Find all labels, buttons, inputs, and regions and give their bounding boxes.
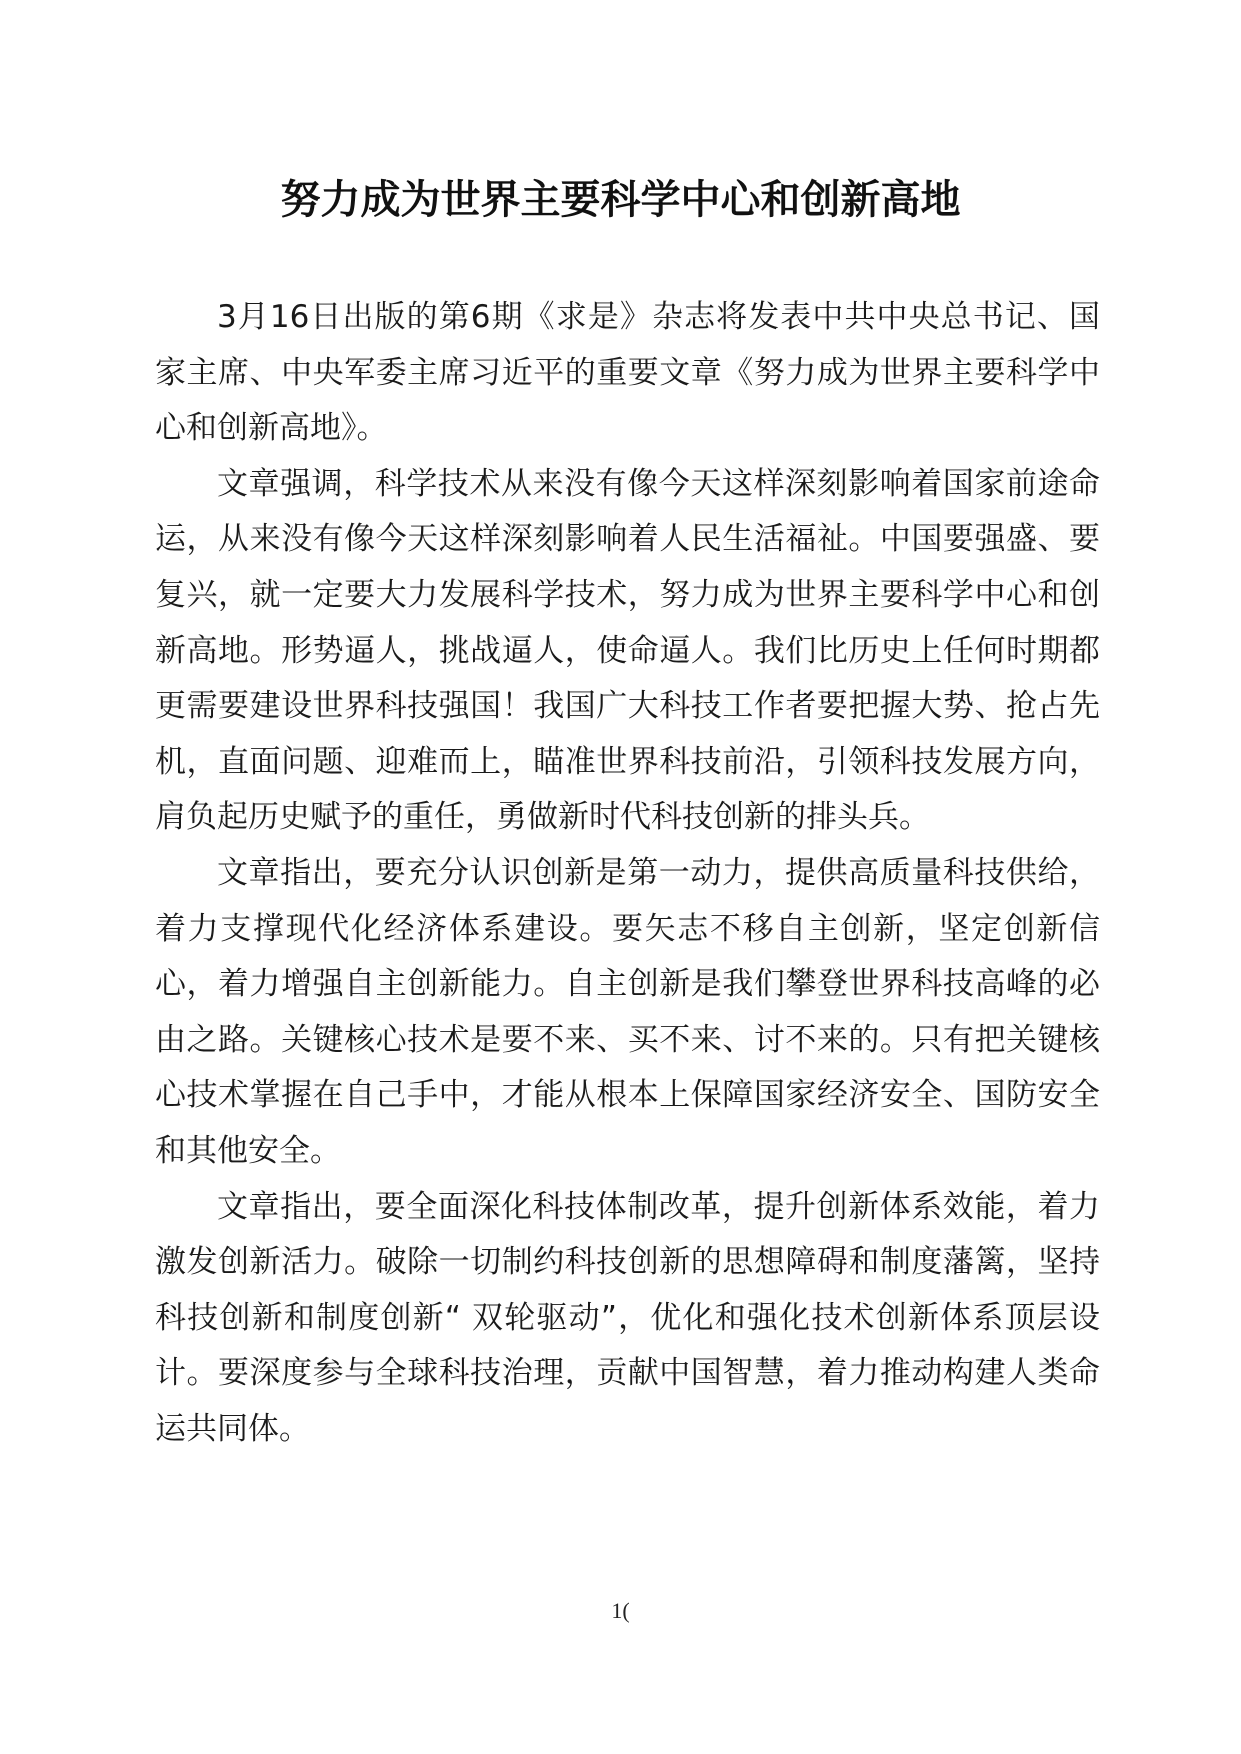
page-title: 努力成为世界主要科学中心和创新高地 xyxy=(280,176,961,223)
paragraph-3: 文章指出，要充分认识创新是第一动力，提供高质量科技供给，着力支撑现代化经济体系建设。要矢志不移自主创新，坚定创新信心，着力增强自主创新能力。自主创新是我们攀登世界科技高峰的必由之路。关键核心技术是要不来、买不来、讨不来的。只有把关键核心技术掌握在自己手中，才能从根本上保障国家经济安全、国防安全和其他安全。 xyxy=(155,854,1100,1169)
page-number: 1( xyxy=(611,1598,630,1623)
article-body xyxy=(155,290,1100,1457)
paragraph-4: 文章指出，要全面深化科技体制改革，提升创新体系效能，着力激发创新活力。破除一切制约科技创新的思想障碍和制度藩篱，坚持科技创新和制度创新“ 双轮驱动”，优化和强化技术创新体系顶层设计。要深度参与全球科技治理，贡献中国智慧，着力推动构建人类命运共同体。 xyxy=(155,1188,1100,1447)
paragraph-1: 3月16日出版的第6期《求是》杂志将发表中共中央总书记、国家主席、中央军委主席习近平的重要文章《努力成为世界主要科学中心和创新高地》。 xyxy=(155,299,1100,447)
paragraph-2: 文章强调，科学技术从来没有像今天这样深刻影响着国家前途命运，从来没有像今天这样深刻影响着人民生活福祉。中国要强盛、要复兴，就一定要大力发展科学技术，努力成为世界主要科学中心和创新高地。形势逼人，挑战逼人，使命逼人。我们比历史上任何时期都更需要建设世界科技强国！我国广大科技工作者要把握大势、抢占先机，直面问题、迎难而上，瞄准世界科技前沿，引领科技发展方向，肩负起历史赋予的重任，勇做新时代科技创新的排头兵。 xyxy=(155,465,1100,836)
